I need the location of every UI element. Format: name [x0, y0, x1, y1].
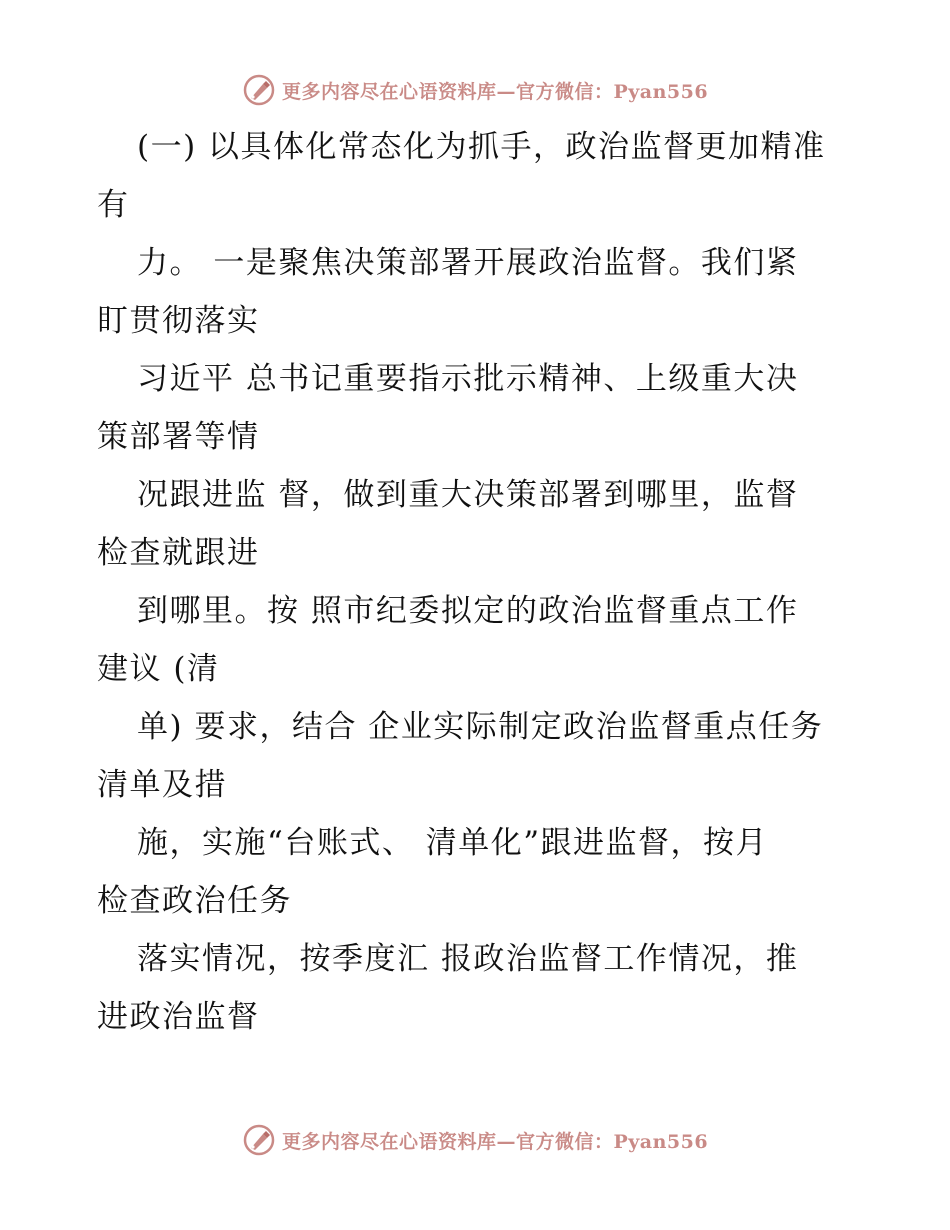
text-line: 盯贯彻落实	[97, 303, 260, 339]
text-line: 建议 (清	[97, 651, 220, 687]
text-line: 清单及措	[97, 767, 227, 803]
pen-logo-icon	[242, 73, 276, 107]
text-line: 有	[97, 187, 130, 223]
text-line: (一) 以具体化常态化为抓手，政治监督更加精准	[137, 129, 826, 165]
text-line: 施，实施“台账式、 清单化”跟进监督，按月	[137, 825, 769, 861]
text-line: 单) 要求，结合 企业实际制定政治监督重点任务	[137, 709, 824, 745]
footer-watermark	[0, 1122, 950, 1158]
text-line: 落实情况，按季度汇 报政治监督工作情况，推	[137, 941, 799, 977]
pen-logo-icon	[242, 1123, 276, 1157]
document-body	[97, 118, 857, 1046]
text-line: 力。 一是聚焦决策部署开展政治监督。我们紧	[137, 245, 799, 281]
watermark-text: 更多内容尽在心语资料库—官方微信：Pyan556	[281, 1130, 709, 1153]
text-line: 况跟进监 督，做到重大决策部署到哪里，监督	[137, 477, 799, 513]
header-watermark	[0, 72, 950, 108]
text-line: 检查就跟进	[97, 535, 260, 571]
watermark-text: 更多内容尽在心语资料库—官方微信：Pyan556	[281, 80, 709, 103]
text-line: 检查政治任务	[97, 883, 292, 919]
text-line: 策部署等情	[97, 419, 260, 455]
text-line: 进政治监督	[97, 999, 260, 1035]
text-line: 习近平 总书记重要指示批示精神、上级重大决	[137, 361, 799, 397]
text-line: 到哪里。按 照市纪委拟定的政治监督重点工作	[137, 593, 799, 629]
